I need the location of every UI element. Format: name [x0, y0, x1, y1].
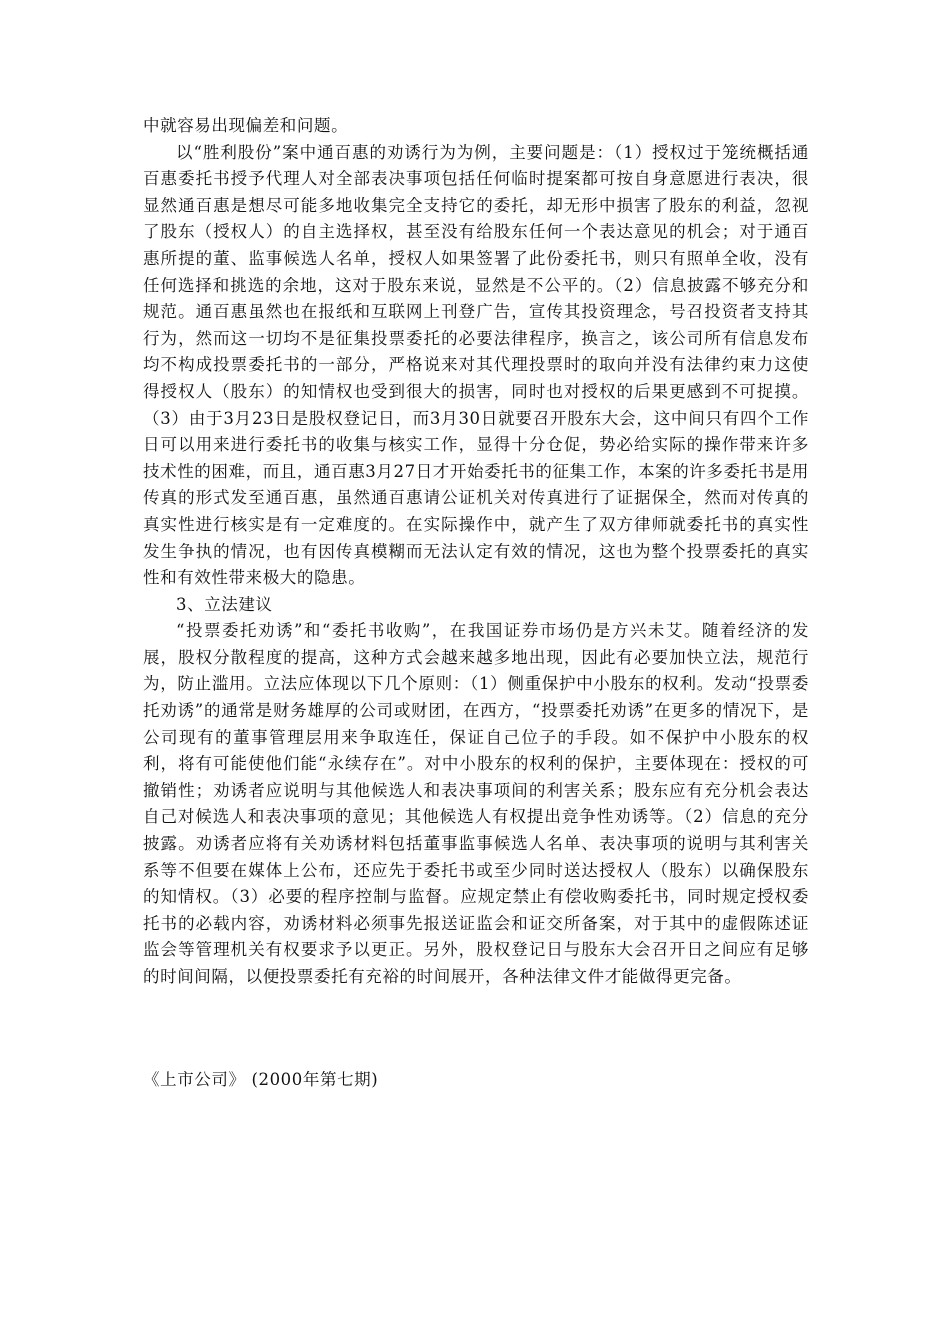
paragraph-legislative-suggestions: “投票委托劝诱”和“委托书收购”，在我国证券市场仍是方兴未艾。随着经济的发展，股权分散程度的提高，这种方式会越来越多地出现，因此有必要加快立法，规范行为，防止滥用。立法应体现以下几个原则：（1）侧重保护中小股东的权利。发动“投票委托劝诱”的通常是财务雄厚的公司或财团，在西方，“投票委托劝诱”在更多的情况下，是公司现有的董事管理层用来争取连任，保证自己位子的手段。如不保护中小股东的权利，将有可能使他们能“永续存在”。对中小股东的权利的保护，主要体现在：授权的可撤销性；劝诱者应说明与其他候选人和表决事项间的利害关系；股东应有充分机会表达自己对候选人和表决事项的意见；其他候选人有权提出竞争性劝诱等。（2）信息的充分披露。劝诱者应将有关劝诱材料包括董事监事候选人名单、表决事项的说明与其利害关系等不但要在媒体上公布，还应先于委托书或至少同时送达授权人（股东）以确保股东的知情权。（3）必要的程序控制与监督。应规定禁止有偿收购委托书，同时规定授权委托书的必载内容，劝诱材料必须事先报送证监会和证交所备案，对于其中的虚假陈述证监会等管理机关有权要求予以更正。另外，股权登记日与股东大会召开日之间应有足够的时间间隔，以便投票委托有充裕的时间展开，各种法律文件才能做得更完备。 [143, 621, 809, 986]
paragraph-case-analysis: 以“胜利股份”案中通百惠的劝诱行为为例，主要问题是：（1）授权过于笼统概括通百惠委托书授予代理人对全部表决事项包括任何临时提案都可按自身意愿进行表决，很显然通百惠是想尽可能多地收集完全支持它的委托，却无形中损害了股东的利益，忽视了股东（授权人）的自主选择权，甚至没有给股东任何一个表达意见的机会；对于通百惠所提的董、监事候选人名单，授权人如果签署了此份委托书，则只有照单全收，没有任何选择和挑选的余地，这对于股东来说，显然是不公平的。（2）信息披露不够充分和规范。通百惠虽然也在报纸和互联网上刊登广告，宣传其投资理念，号召投资者支持其行为，然而这一切均不是征集投票委托的必要法律程序，换言之，该公司所有信息发布均不构成投票委托书的一部分，严格说来对其代理投票时的取向并没有法律约束力这使得授权人（股东）的知情权也受到很大的损害，同时也对授权的后果更感到不可捉摸。（3）由于3月23日是股权登记日，而3月30日就要召开股东大会，这中间只有四个工作日可以用来进行委托书的收集与核实工作，显得十分仓促，势必给实际的操作带来许多技术性的困难，而且，通百惠3月27日才开始委托书的征集工作，本案的许多委托书是用传真的形式发至通百惠，虽然通百惠请公证机关对传真进行了证据保全，然而对传真的真实性进行核实是有一定难度的。在实际操作中，就产生了双方律师就委托书的真实性发生争执的情况，也有因传真模糊而无法认定有效的情况，这也为整个投票委托的真实性和有效性带来极大的隐患。 [143, 142, 809, 588]
section-heading: 3、立法建议 [176, 594, 273, 614]
paragraph-continuation: 中就容易出现偏差和问题。 [143, 116, 349, 135]
article-body [143, 113, 809, 991]
source-citation: 《上市公司》 (2000年第七期) [143, 1070, 379, 1089]
